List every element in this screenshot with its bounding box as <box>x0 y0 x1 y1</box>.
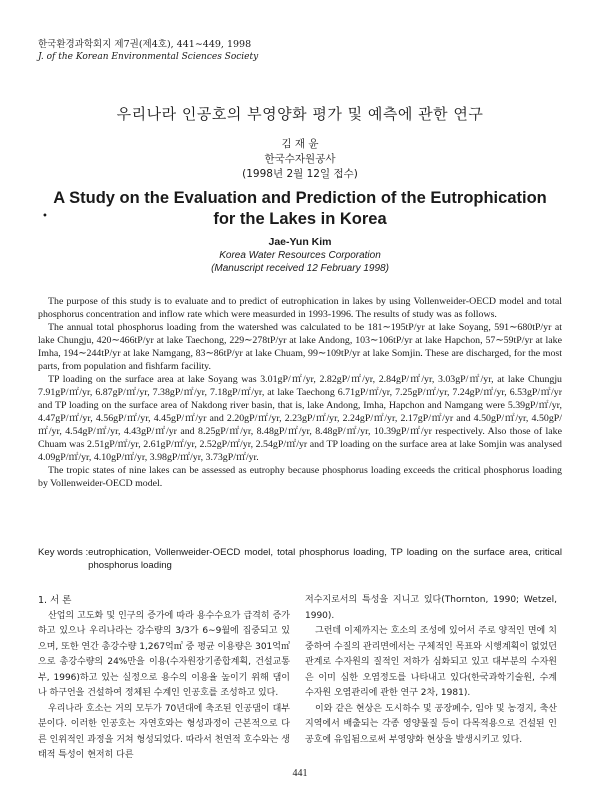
affiliation-korean: 한국수자원공사 <box>264 153 336 165</box>
author-name-english: Jae-Yun Kim <box>268 236 332 248</box>
received-date-english: (Manuscript received 12 February 1998) <box>211 263 389 274</box>
keywords-text: eutrophication, Vollenweider-OECD model, total phosphorus loading, TP loading on the surface area, critical phosphorus loading <box>88 547 562 571</box>
abstract <box>38 295 562 490</box>
bullet-mark: • <box>42 211 48 222</box>
abstract-paragraph-1: The purpose of this study is to evaluate and to predict of eutrophication in lakes by using Vollenweider-OECD model and total phosphorus concentration and inflow rate which were measurded in 1993-1996. The results of study was as follows. <box>38 296 562 320</box>
body-paragraph: 산업의 고도화 및 인구의 증가에 따라 용수수요가 급격히 증가하고 있으나 우리나라는 강수량의 3/3가 6∼9월에 집중되고 있으며, 또한 연간 총강수량 1,267억㎥ 중 평균 이용량은 301억㎥으로 총강수량의 24%만을 이용(수자원장기종합계획, 건설교통부, 1996)하고 있는 실정으로 용수의 이용율 높이기 위해 댐이나 하구언을 건설하여 정체된 수계인 인공호를 조성하고 있다. <box>38 610 290 698</box>
journal-header <box>38 38 258 64</box>
affiliation-english: Korea Water Resources Corporation <box>219 250 381 261</box>
title-english <box>0 188 600 230</box>
journal-citation-ko: 한국환경과학회지 제7권(제4호), 441∼449, 1998 <box>38 39 252 50</box>
abstract-paragraph-3: TP loading on the surface area at lake Soyang was 3.01gP/㎡/yr, 2.82gP/㎡/yr, 2.84gP/㎡/yr, 3.03gP/㎡/yr, at lake Chungju 7.91gP/㎡/yr, 6.87gP/㎡/yr, 7.38gP/㎡/yr, 7.18gP/㎡/yr, at lake Taechong 6.71gP/㎡/yr, 7.25gP/㎡/yr, 7.24gP/㎡/yr, 6.53gP/㎡/yr and TP loading on the surface area of Nakdong river basin, that is, lake Andong, Imha, Hapchon and Namgang were 5.39gP/㎡/yr, 4.47gP/㎡/yr, 4.56gP/㎡/yr, 4.45gP/㎡/yr and 2.20gP/㎡/yr, 2.23gP/㎡/yr, 2.24gP/㎡/yr, 2.17gP/㎡/yr and 4.50gP/㎡/yr, 4.50gP/㎡/yr, 4.54gP/㎡/yr, 4.43gP/㎡/yr and 8.25gP/㎡/yr, 8.48gP/㎡/yr, 8.48gP/㎡/yr, 10.39gP/㎡/yr respectively. Also those of lake Chuam was 2.51gP/㎡/yr, 2.61gP/㎡/yr, 2.52gP/㎡/yr, 2.54gP/㎡/yr and TP loading on the surface area at lake Somjin was analysed 4.09gP/㎡/yr, 4.10gP/㎡/yr, 3.98gP/㎡/yr, 3.73gP/㎡/yr. <box>38 374 562 463</box>
author-block-korean <box>0 137 600 182</box>
section-heading-introduction: 1. 서 론 <box>38 595 72 606</box>
author-name-korean: 김 재 윤 <box>281 138 319 150</box>
journal-name-en: J. of the Korean Environmental Sciences Society <box>38 52 259 62</box>
keywords <box>38 546 562 572</box>
keywords-label: Key words : <box>38 547 89 558</box>
body-paragraph: 우리나라 호소는 거의 모두가 70년대에 축조된 인공댐이 대부분이다. 이러한 인공호는 자연호와는 형성과정이 근본적으로 다른 인위적인 과정을 거쳐 형성되었다. 따라서 천연적 호수와는 생태적 특성이 현저히 다른 <box>38 703 290 760</box>
body-paragraph: 이와 같은 현상은 도시하수 및 공장폐수, 임야 및 농경지, 축산지역에서 배출되는 각종 영양물질 등이 다목적용으로 건설된 인공호에 유입됨으로써 부영양화 현상을 발생시키고 있다. <box>305 703 557 745</box>
title-english-line2: for the Lakes in Korea <box>213 210 387 228</box>
body-column-left <box>38 593 290 764</box>
received-date-korean: (1998년 2월 12일 접수) <box>242 168 358 180</box>
abstract-paragraph-4: The tropic states of nine lakes can be assessed as eutrophy because phosphorus loading exceeds the critical phosphorus loading by Vollenweider-OECD model. <box>38 465 562 489</box>
title-korean: 우리나라 인공호의 부영양화 평가 및 예측에 관한 연구 <box>116 105 484 123</box>
body-paragraph: 저수지로서의 특성을 지니고 있다(Thornton, 1990; Wetzel, 1990). <box>305 595 557 621</box>
title-english-line1: A Study on the Evaluation and Prediction of the Eutrophication <box>53 189 547 207</box>
page-number: 441 <box>292 768 308 779</box>
abstract-paragraph-2: The annual total phosphorus loading from the watershed was calculated to be 181∼195tP/yr at lake Soyang, 591∼680tP/yr at lake Chungju, 420∼466tP/yr at lake Taechong, 229∼278tP/yr at lake Andong, 103∼106tP/yr at lake Hapchon, 57∼59tP/yr at lake Imha, 194∼244tP/yr at lake Namgang, 83∼86tP/yr at lake Chuam, 99∼109tP/yr at lake Somjin. These are discharged, for the most parts, from population and fishfarm facility. <box>38 322 562 372</box>
author-block-english <box>0 236 600 275</box>
body-column-right <box>305 593 557 748</box>
body-paragraph: 그런데 이제까지는 호소의 조성에 있어서 주로 양적인 면에 치중하여 수질의 관리면에서는 구체적인 목표와 시행계획이 없었던 관계로 수자원의 질적인 저하가 심화되고 있고 대부분의 수자원은 이미 심한 오염정도를 나타내고 있다(한국과학기술원, 수계 수자원 오염관리에 관한 연구 2차, 1981). <box>305 626 557 698</box>
